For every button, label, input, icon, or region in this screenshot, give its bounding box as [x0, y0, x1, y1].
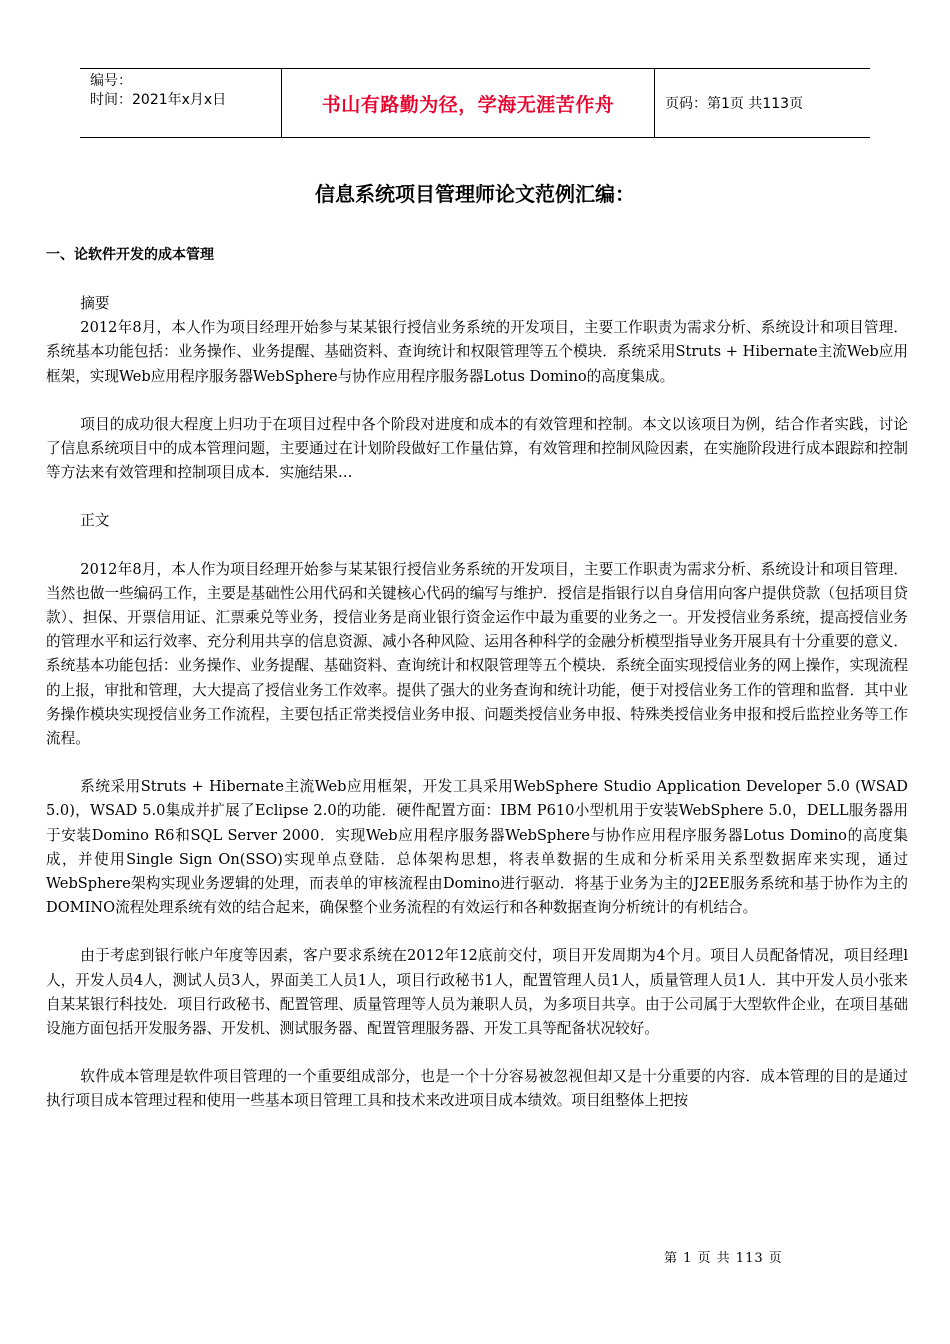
paragraph-gap: [46, 485, 908, 509]
date-label: 时间：2021年x月x日: [90, 92, 227, 108]
abstract-paragraph-2: 项目的成功很大程度上归功于在项目过程中各个阶段对进度和成本的有效管理和控制。本文以该项目为例，结合作者实践，讨论了信息系统项目中的成本管理问题，主要通过在计划阶段做好工作量估算，有效管理和控制风险因素，在实施阶段进行成本跟踪和控制等方法来有效管理和控制项目成本．实施结果…: [46, 415, 908, 482]
header-info-cell: [80, 69, 282, 137]
body-paragraph-1: 2012年8月，本人作为项目经理开始参与某某银行授信业务系统的开发项目，主要工作职责为需求分析、系统设计和项目管理．当然也做一些编码工作，主要是基础性公用代码和关键核心代码的编写与维护．授信是指银行以自身信用向客户提供贷款（包括项目贷款）、担保、开票信用证、汇票乘兑等业务，授信业务是商业银行资金运作中最为重要的业务之一。开发授信业务系统，提高授信业务的管理水平和运行效率、充分利用共享的信息资源、减小各种风险、运用各种科学的金融分析模型指导业务开展具有十分重要的意义．系统基本功能包括：业务操作、业务提醒、基础资料、查询统计和权限管理等五个模块．系统全面实现授信业务的网上操作，实现流程的上报，审批和管理，大大提高了授信业务工作效率。提供了强大的业务查询和统计功能，便于对授信业务工作的管理和监督．其中业务操作模块实现授信业务工作流程，主要包括正常类授信业务申报、问题类授信业务申报、特殊类授信业务申报和授后监控业务等工作流程。: [46, 560, 908, 748]
paragraph-gap: [46, 534, 908, 558]
paragraph-gap: [46, 1041, 908, 1065]
body-label: 正文: [80, 512, 110, 530]
body-paragraph-3: 由于考虑到银行帐户年度等因素，客户要求系统在2012年12底前交付，项目开发周期为4个月。项目人员配备情况，项目经理l人，开发人员4人，测试人员3人，界面美工人员1人，项目行政秘书1人，配置管理人员1人，质量管理人员1人．其中开发人员小张来自某某银行科技处．项目行政秘书、配置管理、质量管理等人员为兼职人员，为多项目共享。由于公司属于大型软件企业，在项目基础设施方面包括开发服务器、开发机、测试服务器、配置管理服务器、开发工具等配备状况较好。: [46, 947, 908, 1038]
paragraph-gap: [46, 751, 908, 775]
body-paragraph-4: 软件成本管理是软件项目管理的一个重要组成部分，也是一个十分容易被忽视但却又是十分重要的内容．成本管理的目的是通过执行项目成本管理过程和使用一些基本项目管理工具和技术来改进项目成本绩效。项目组整体上把按: [46, 1068, 908, 1110]
page-footer: 第 1 页 共 113 页: [664, 1251, 783, 1266]
document-body: [46, 292, 908, 1114]
document-title: 信息系统项目管理师论文范例汇编：: [315, 182, 635, 206]
paragraph-gap: [46, 389, 908, 413]
page-header: [80, 68, 870, 138]
section-heading: 一、论软件开发的成本管理: [46, 247, 214, 263]
header-page-label: 页码：第1页 共113页: [665, 96, 804, 112]
abstract-paragraph-1: 2012年8月，本人作为项目经理开始参与某某银行授信业务系统的开发项目，主要工作职责为需求分析、系统设计和项目管理．系统基本功能包括：业务操作、业务提醒、基础资料、查询统计和权限管理等五个模块．系统采用Struts + Hibernate主流Web应用框架，实现Web应用程序服务器WebSphere与协作应用程序服务器Lotus Domino的高度集成。: [46, 319, 908, 385]
abstract-label: 摘要: [80, 295, 110, 312]
paragraph-gap: [46, 920, 908, 944]
number-label: 编号：: [90, 73, 132, 89]
body-paragraph-2: 系统采用Struts + Hibernate主流Web应用框架，开发工具采用WebSphere Studio Application Developer 5.0 (WSAD 5.0)，WSAD 5.0集成并扩展了Eclipse 2.0的功能．硬件配置方面：IBM P610小型机用于安装WebSphere 5.0，DELL服务器用于安装Domino R6和SQL Server 2000．实现Web应用程序服务器WebSphere与协作应用程序服务器Lotus Domino的高度集成，并使用Single Sign On(SSO)实现单点登陆．总体架构思想，将表单数据的生成和分析采用关系型数据库来实现，通过WebSphere架构实现业务逻辑的处理，而表单的审核流程由Domino进行驱动．将基于业务为主的J2EE服务系统和基于协作为主的DOMINO流程处理系统有效的结合起来，确保整个业务流程的有效运行和各种数据查询分析统计的有机结合。: [46, 778, 908, 917]
header-motto: 书山有路勤为径，学海无涯苦作舟: [282, 69, 655, 137]
